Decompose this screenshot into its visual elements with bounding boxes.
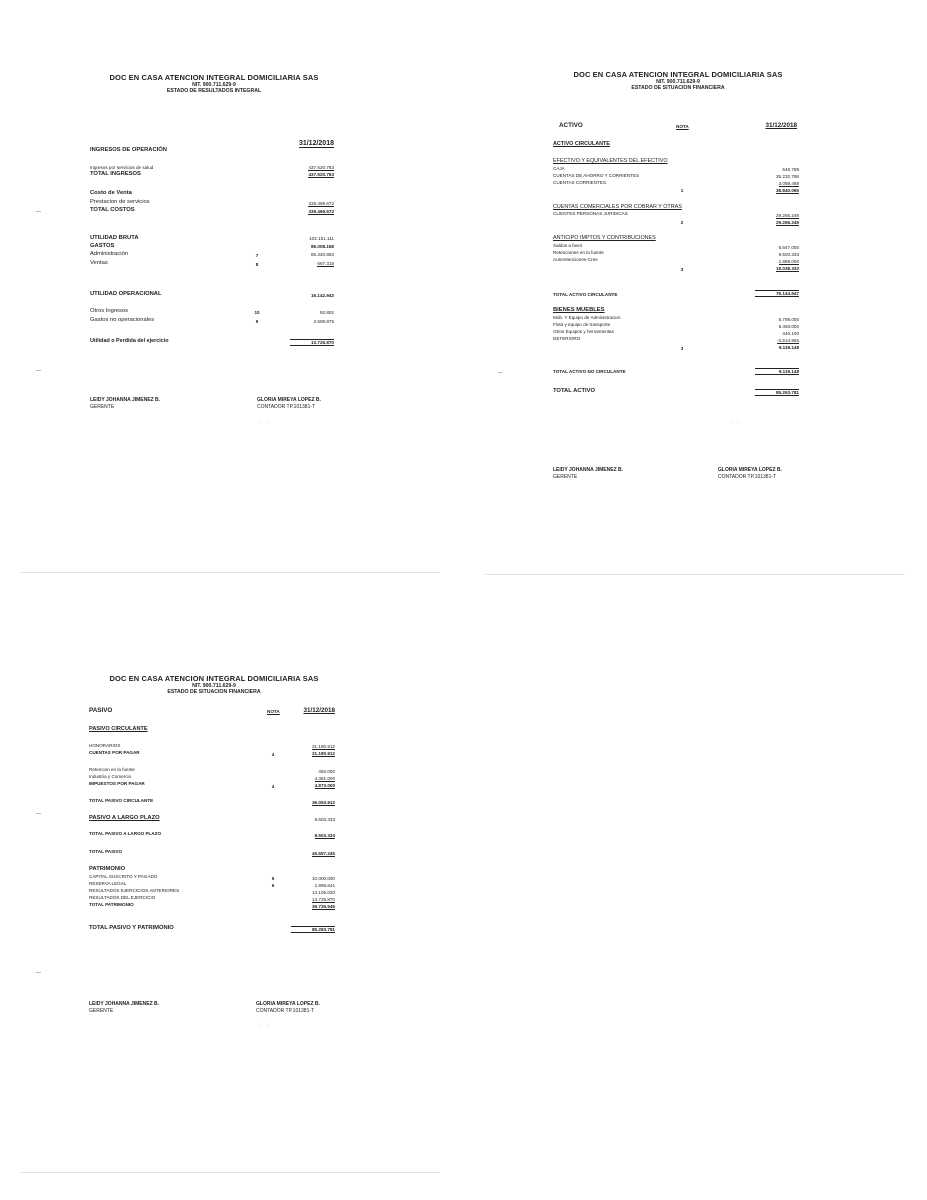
- resultados-ejercicio-value: 13.725.870: [312, 897, 335, 902]
- stamp-smudge-2: ⁘ ⁘: [728, 419, 742, 426]
- statement-title-p2: ESTADO DE SITUACION FINANCIERA: [631, 85, 725, 91]
- gastos-no-operacionales-label: Gastos no operacionales: [90, 317, 155, 323]
- statement-title-p3: ESTADO DE SITUACION FINANCIERA: [167, 689, 261, 695]
- contador-title: CONTADOR TP.101381-T: [257, 403, 316, 410]
- income-statement-panel: [90, 73, 338, 433]
- total-pasivo-largo-plazo-value: 9.503.333: [314, 833, 335, 838]
- total-pasivo-patrimonio-label: TOTAL PASIVO Y PATRIMONIO: [89, 925, 174, 931]
- company-name-p3: DOC EN CASA ATENCION INTEGRAL DOMICILIARIA SAS: [109, 674, 319, 683]
- otros-equipos-value: 346.100: [782, 331, 799, 336]
- impuestos-por-pagar-label: IMPUESTOS POR PAGAR: [89, 781, 145, 786]
- deterioro-value: -2.514.955: [777, 338, 799, 343]
- total-patrimonio-label: TOTAL PATRIMONIO: [89, 902, 134, 907]
- contador-name-p3: GLORIA MIREYA LOPEZ B.: [256, 1001, 320, 1007]
- cuentas-por-pagar-nota: 4: [271, 752, 275, 757]
- caja-label: CAJA: [553, 166, 565, 171]
- autoretenciones-value: 1.888.000: [778, 259, 799, 264]
- activo-column-label: ACTIVO: [559, 122, 583, 129]
- ventas-label: Ventas: [90, 260, 108, 266]
- gerente-title-p3: GERENTE: [89, 1007, 114, 1014]
- industria-comercio-label: Industria y Comercio: [89, 774, 132, 779]
- cxc-total-value: 29.266.249: [776, 220, 799, 225]
- bienes-muebles-heading: BIENES MUEBLES: [553, 307, 605, 313]
- cxc-heading: CUENTAS COMERCIALES POR COBRAR Y OTRAS: [553, 204, 682, 210]
- otros-ingresos-nota: 10: [254, 310, 260, 315]
- capital-nota: 5: [271, 876, 275, 881]
- gerente-signature: [90, 397, 160, 410]
- utilidad-ejercicio-value: 13.725.870: [290, 339, 334, 346]
- cuentas-por-pagar-value: 31.180.912: [312, 751, 335, 756]
- total-pasivo-largo-plazo-label: TOTAL PASIVO A LARGO PLAZO: [89, 831, 162, 836]
- bienes-nota: 3: [680, 346, 684, 351]
- scan-tick-2: [36, 370, 41, 371]
- saldos-favor-value: 6.647.000: [778, 245, 799, 250]
- cxc-nota: 2: [680, 220, 684, 225]
- utilidad-operacional-value: 16.142.943: [311, 293, 334, 298]
- ahorro-value: 35.232.788: [776, 174, 799, 179]
- gerente-name-p2: LEIDY JOHANNA JIMENEZ B.: [553, 467, 624, 473]
- otros-equipos-label: Otros Equipos y herramientas: [553, 329, 614, 334]
- autoretenciones-label: Autoretenciones-Cree: [553, 257, 598, 262]
- contador-name-p2: GLORIA MIREYA LOPEZ B.: [718, 467, 782, 473]
- cxc-juridicas-label: CLIENTES PERSONAS JURIDICAS: [553, 211, 628, 216]
- utilidad-ejercicio-label: Utilidad o Perdida del ejercicio: [90, 338, 169, 344]
- total-activo-circulante-label: TOTAL ACTIVO CIRCULANTE: [553, 292, 618, 297]
- resultados-anteriores-label: RESULTADOS EJERCICIOS ANTERIORES: [89, 888, 180, 893]
- liabilities-header: [89, 674, 339, 695]
- retencion-fuente-value: 492.000: [318, 769, 335, 774]
- assets-date: 31/12/2018: [765, 122, 797, 129]
- reserva-legal-label: RESERVA LEGAL: [89, 881, 127, 886]
- flota-label: Flota y equipo de transporte: [553, 322, 611, 327]
- reserva-legal-nota: 6: [271, 883, 275, 888]
- corrientes-value: 3.058.488: [778, 181, 799, 186]
- gerente-title: GERENTE: [90, 403, 115, 410]
- efectivo-heading: EFECTIVO Y EQUIVALENTES DEL EFECTIVO: [553, 158, 668, 164]
- income-date: 31/12/2018: [298, 140, 334, 147]
- ahorro-label: CUENTAS DE AHORRO Y CORRIENTES: [553, 173, 640, 178]
- total-costos-label: TOTAL COSTOS: [90, 207, 135, 213]
- ingresos-salud-label: Ingresos por servicios de salud: [90, 165, 154, 170]
- impuestos-por-pagar-value: 4.873.000: [314, 783, 335, 788]
- utilidad-bruta-label: UTILIDAD BRUTA: [90, 235, 139, 241]
- liabilities-statement-panel: [89, 674, 339, 1024]
- total-costos-value: 335.469.672: [308, 209, 334, 214]
- mob-equipo-value: 5.798.000: [778, 317, 799, 322]
- costo-venta-heading: Costo de Venta: [90, 190, 132, 196]
- reserva-legal-value: 1.895.641: [314, 883, 335, 888]
- mob-equipo-label: Mob. Y Equipo de Administracion: [553, 315, 621, 320]
- nota-column-label-p3: NOTA: [267, 709, 280, 714]
- contador-title-p2: CONTADOR TP.101381-T: [718, 473, 777, 480]
- contador-name: GLORIA MIREYA LOPEZ B.: [257, 397, 321, 403]
- gerente-name-p3: LEIDY JOHANNA JIMENEZ B.: [89, 1001, 160, 1007]
- scan-tick-1: [36, 211, 41, 212]
- capital-value: 10.000.000: [312, 876, 335, 881]
- company-name: DOC EN CASA ATENCION INTEGRAL DOMICILIARIA SAS: [109, 73, 319, 82]
- total-patrimonio-value: 39.726.546: [312, 904, 335, 909]
- resultados-ejercicio-label: RESULTADOS DEL EJERCICIO: [89, 895, 156, 900]
- total-pasivo-label: TOTAL PASIVO: [89, 849, 123, 854]
- efectivo-nota: 1: [680, 188, 684, 193]
- industria-comercio-value: 4.381.000: [314, 776, 335, 781]
- gastos-label: GASTOS: [90, 243, 115, 249]
- gastos-no-operacionales-nota: 9: [255, 319, 259, 324]
- statement-title: ESTADO DE RESULTADOS INTEGRAL: [166, 88, 262, 94]
- capital-label: CAPITAL SUSCRITO Y PAGADO: [89, 874, 158, 879]
- honorarios-label: HONORARIOS: [89, 743, 121, 748]
- pasivo-circulante-heading: PASIVO CIRCULANTE: [89, 726, 148, 732]
- gastos-no-operacionales-value: 2.509.875: [313, 319, 334, 324]
- gerente-signature-p3: [89, 1001, 159, 1014]
- gastos-value: 86.008.168: [311, 244, 334, 249]
- resultados-anteriores-value: 14.105.020: [312, 890, 335, 895]
- scan-edge-bottom: [20, 1172, 440, 1173]
- administracion-nota: 7: [255, 253, 259, 258]
- total-activo-no-circulante-label: TOTAL ACTIVO NO CIRCULANTE: [553, 369, 626, 374]
- contador-title-p3: CONTADOR TP.101381-T: [256, 1007, 315, 1014]
- assets-statement-panel: [553, 70, 803, 495]
- patrimonio-heading: PATRIMONIO: [89, 866, 126, 872]
- otros-ingresos-label: Otros Ingresos: [90, 308, 129, 314]
- cxc-juridicas-value: 29.266.249: [776, 213, 799, 218]
- anticipo-nota: 3: [680, 267, 684, 272]
- liabilities-date: 31/12/2018: [303, 707, 335, 714]
- total-activo-value: 85.263.781: [755, 389, 799, 396]
- pasivo-largo-plazo-heading: PASIVO A LARGO PLAZO: [89, 815, 160, 821]
- ventas-value: 667.315: [317, 261, 334, 266]
- company-nit-p2: NIT. 900.711.629-9: [656, 79, 700, 85]
- total-pasivo-circulante-label: TOTAL PASIVO CIRCULANTE: [89, 798, 154, 803]
- contador-signature-p2: [718, 467, 782, 480]
- scan-edge-top-left: [20, 572, 440, 573]
- pasivo-largo-plazo-value: 9.503.333: [314, 817, 335, 822]
- efectivo-total-value: 38.840.065: [776, 188, 799, 193]
- flota-value: 5.493.000: [778, 324, 799, 329]
- corrientes-label: CUENTAS CORRIENTES: [553, 180, 607, 185]
- retenciones-label: Retenciones en la fuente: [553, 250, 604, 255]
- ventas-nota: 8: [255, 262, 259, 267]
- total-activo-circulante-value: 76.144.647: [755, 290, 799, 297]
- prestacion-label: Prestacion de servicios: [90, 199, 150, 205]
- assets-header: [545, 70, 811, 91]
- contador-signature: [257, 397, 321, 410]
- saldos-favor-label: Saldos a favor: [553, 243, 583, 248]
- scan-edge-top-right: [485, 574, 905, 575]
- deterioro-label: DETERIORO: [553, 336, 581, 341]
- utilidad-operacional-label: UTILIDAD OPERACIONAL: [90, 291, 162, 297]
- impuestos-por-pagar-nota: 4: [271, 784, 275, 789]
- pasivo-column-label: PASIVO: [89, 707, 113, 714]
- caja-value: 548.789: [782, 167, 799, 172]
- prestacion-value: 335.469.672: [308, 201, 334, 206]
- anticipo-heading: ANTICIPO IMPTOS Y CONTRIBUCIONES: [553, 235, 656, 241]
- company-nit-p3: NIT. 900.711.629-9: [192, 683, 236, 689]
- total-activo-no-circulante-value: 9.119.148: [755, 368, 799, 375]
- total-ingresos-label: TOTAL INGRESOS: [90, 171, 141, 177]
- total-pasivo-circulante-value: 36.053.912: [312, 800, 335, 805]
- utilidad-bruta-value: 102.151.111: [309, 236, 334, 241]
- cuentas-por-pagar-label: CUENTAS POR PAGAR: [89, 750, 140, 755]
- otros-ingresos-value: 92.802: [319, 310, 334, 315]
- gerente-title-p2: GERENTE: [553, 473, 578, 480]
- total-ingresos-value: 437.620.783: [308, 172, 334, 177]
- ingresos-heading: INGRESOS DE OPERACIÓN: [90, 147, 167, 153]
- contador-signature-p3: [256, 1001, 320, 1014]
- ingresos-salud-value: 437.620.783: [308, 165, 334, 170]
- activo-circulante-heading: ACTIVO CIRCULANTE: [553, 141, 610, 147]
- retencion-fuente-label: Retencion en la fuente: [89, 767, 135, 772]
- stamp-smudge-1: ⁘ ⁘: [258, 419, 272, 426]
- gerente-signature-p2: [553, 467, 623, 480]
- income-header: [90, 73, 338, 94]
- honorarios-value: 31.180.912: [312, 744, 335, 749]
- anticipo-total-value: 18.038.333: [776, 266, 799, 271]
- administracion-label: Administración: [90, 251, 129, 257]
- retenciones-value: 9.503.333: [778, 252, 799, 257]
- company-nit: NIT. 900.711.629-9: [192, 82, 236, 88]
- scan-tick-5: [36, 972, 41, 973]
- total-pasivo-patrimonio-value: 85.283.781: [291, 926, 335, 933]
- nota-column-label: NOTA: [676, 124, 689, 129]
- administracion-value: 85.340.853: [311, 252, 334, 257]
- scan-tick-3: [498, 372, 503, 373]
- stamp-smudge-3: ⁘ ⁘: [258, 1023, 272, 1030]
- total-activo-label: TOTAL ACTIVO: [553, 388, 595, 394]
- gerente-name: LEIDY JOHANNA JIMENEZ B.: [90, 397, 161, 403]
- scan-tick-4: [36, 813, 41, 814]
- total-pasivo-value: 45.557.245: [312, 851, 335, 856]
- bienes-total-value: 9.119.148: [778, 345, 799, 350]
- company-name-p2: DOC EN CASA ATENCION INTEGRAL DOMICILIARIA SAS: [573, 70, 783, 79]
